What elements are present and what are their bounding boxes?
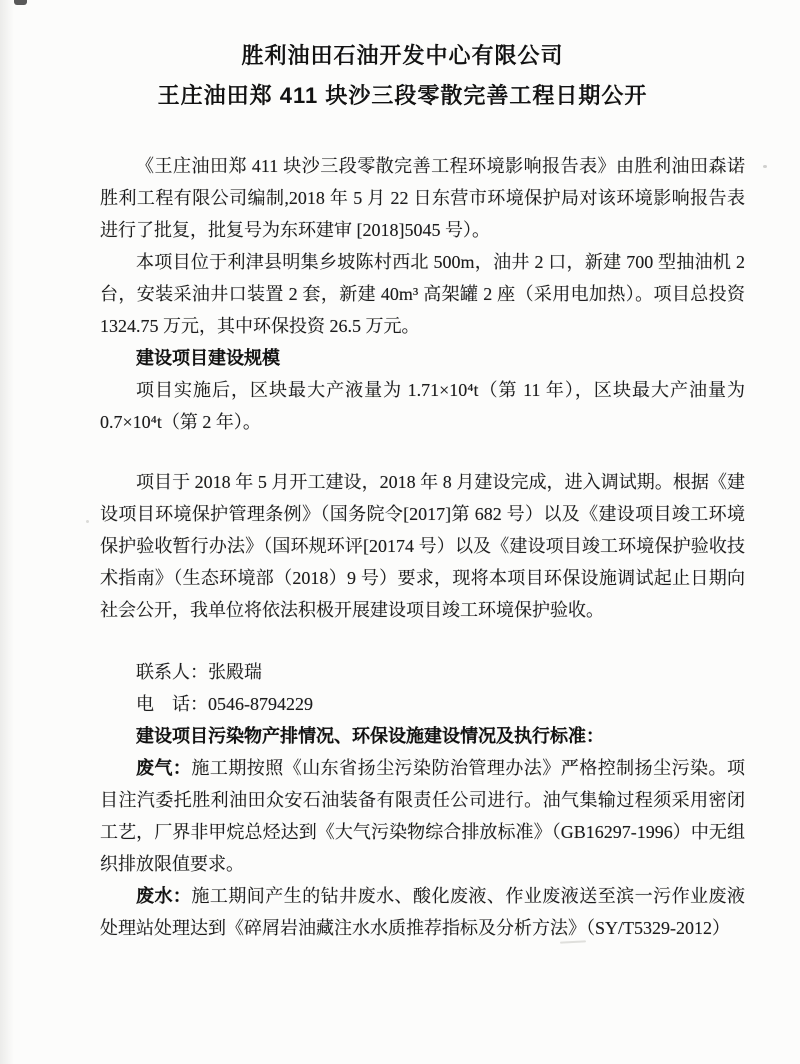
paragraph-waste-water xyxy=(100,880,745,944)
paragraph-waste-gas xyxy=(100,752,745,880)
paragraph-scale: 项目实施后，区块最大产液量为 1.71×10⁴t（第 11 年），区块最大产油量为 0.7×10⁴t（第 2 年）。 xyxy=(100,380,745,432)
company-title: 胜利油田石油开发中心有限公司 xyxy=(241,43,564,68)
waste-water-text: 施工期间产生的钻井废水、酸化废液、作业废液送至滨一污作业废液处理站处理达到《碎屑岩油藏注水水质推荐指标及分析方法》（SY/T5329-2012） xyxy=(100,886,745,938)
project-title: 王庄油田郑 411 块沙三段零散完善工程日期公开 xyxy=(157,83,648,108)
contact-phone-line: 电 话：0546-8794229 xyxy=(136,694,313,714)
waste-water-label: 废水： xyxy=(136,886,192,906)
document-title-block xyxy=(80,36,725,116)
contact-person-line: 联系人：张殿瑞 xyxy=(136,662,262,682)
waste-gas-label: 废气： xyxy=(136,758,192,778)
paragraph-approval: 《王庄油田郑 411 块沙三段零散完善工程环境影响报告表》由胜利油田森诺胜利工程有限公司编制,2018 年 5 月 22 日东营市环境保护局对该环境影响报告表进行了批复，批复号为东环建审 [2018]5045 号）。 xyxy=(100,156,745,240)
heading-pollutant-standards: 建设项目污染物产排情况、环保设施建设情况及执行标准： xyxy=(136,726,604,746)
paragraph-schedule: 项目于 2018 年 5 月开工建设，2018 年 8 月建设完成，进入调试期。根据《建设项目环境保护管理条例》（国务院令[2017]第 682 号）以及《建设项目竣工环境保护验收暂行办法》（国环规环评[20174 号）以及《建设项目竣工环境保护验收技术指南》（生态环境部（2018）9 号）要求，现将本项目环保设施调试起止日期向社会公开，我单位将依法积极开展建设项目竣工环境保护验收。 xyxy=(100,472,745,620)
waste-gas-text: 施工期按照《山东省扬尘污染防治管理办法》严格控制扬尘污染。项目注汽委托胜利油田众安石油装备有限责任公司进行。油气集输过程须采用密闭工艺，厂界非甲烷总烃达到《大气污染物综合排放标准》（GB16297-1996）中无组织排放限值要求。 xyxy=(100,758,745,874)
paragraph-project-overview: 本项目位于利津县明集乡坡陈村西北 500m，油井 2 口，新建 700 型抽油机 2 台，安装采油井口装置 2 套，新建 40m³ 高架罐 2 座（采用电加热）。项目总投资 1324.75 万元，其中环保投资 26.5 万元。 xyxy=(100,252,745,336)
heading-construction-scale: 建设项目建设规模 xyxy=(136,348,280,368)
